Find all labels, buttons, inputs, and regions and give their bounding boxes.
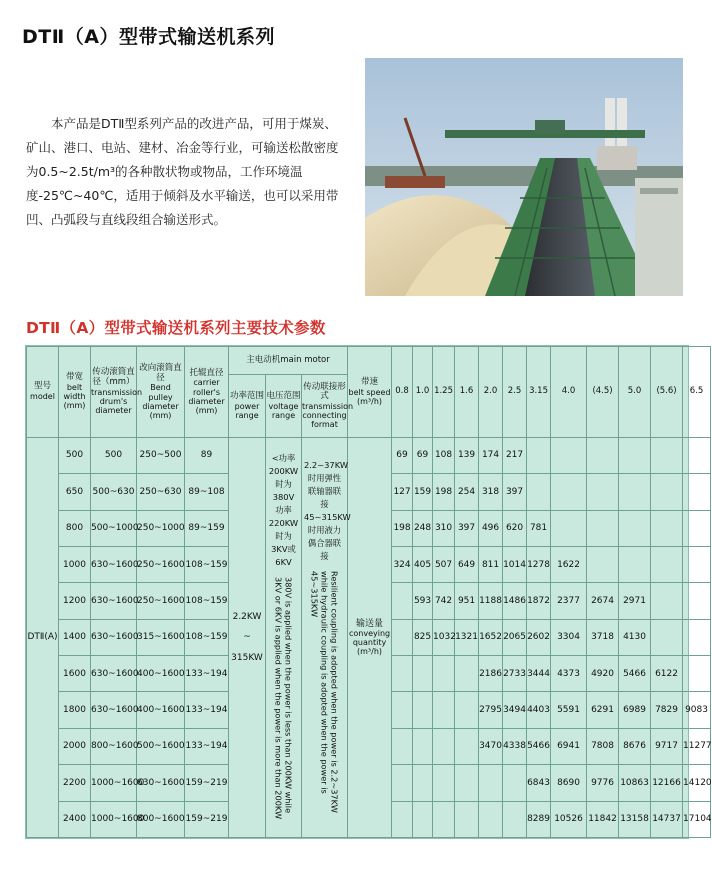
capacity-value: 254 (455, 474, 479, 510)
bend-pulley-cell: 400~1600 (137, 692, 185, 728)
capacity-value (551, 474, 587, 510)
capacity-value (683, 547, 711, 583)
carrier-roller-cell: 108~159 (185, 547, 229, 583)
bend-pulley-cell: 250~1600 (137, 547, 185, 583)
capacity-value: 159 (413, 474, 433, 510)
drive-drum-cell: 630~1600 (91, 583, 137, 619)
capacity-value (551, 437, 587, 473)
capacity-value (683, 656, 711, 692)
capacity-value: 198 (392, 510, 413, 546)
speed-header: 5.0 (619, 347, 651, 438)
carrier-roller-cell: 159~219 (185, 765, 229, 801)
capacity-value (683, 437, 711, 473)
speed-header: 3.15 (527, 347, 551, 438)
capacity-value: 7808 (587, 728, 619, 764)
capacity-value: 127 (392, 474, 413, 510)
capacity-value: 4920 (587, 656, 619, 692)
spec-table-container (25, 345, 712, 839)
capacity-value: 7829 (651, 692, 683, 728)
capacity-value: 217 (503, 437, 527, 473)
capacity-value: 2795 (479, 692, 503, 728)
power-range-cell (229, 437, 266, 837)
conveyor-illustration (365, 58, 683, 296)
capacity-value: 3494 (503, 692, 527, 728)
capacity-value: 951 (455, 583, 479, 619)
capacity-value: 397 (503, 474, 527, 510)
capacity-value (587, 437, 619, 473)
capacity-value: 507 (433, 547, 455, 583)
capacity-value: 4373 (551, 656, 587, 692)
header-connecting-format: 传动联接形式 transmission connecting format (302, 375, 348, 438)
capacity-value (392, 692, 413, 728)
capacity-value: 2186 (479, 656, 503, 692)
capacity-value: 5466 (619, 656, 651, 692)
capacity-value: 108 (433, 437, 455, 473)
capacity-value: 1032 (433, 619, 455, 655)
capacity-value (651, 437, 683, 473)
capacity-value (683, 583, 711, 619)
capacity-value: 3444 (527, 656, 551, 692)
spec-table (26, 346, 711, 838)
capacity-value (413, 765, 433, 801)
capacity-value: 1188 (479, 583, 503, 619)
capacity-value: 4403 (527, 692, 551, 728)
carrier-roller-cell: 89 (185, 437, 229, 473)
conveyor-photo (365, 58, 683, 296)
belt-width-cell: 650 (59, 474, 91, 510)
belt-width-cell: 2000 (59, 728, 91, 764)
model-cell: DTⅡ(A) (27, 437, 59, 837)
capacity-value: 9083 (683, 692, 711, 728)
bend-pulley-cell: 315~1600 (137, 619, 185, 655)
capacity-value (392, 728, 413, 764)
capacity-value: 198 (433, 474, 455, 510)
capacity-value (433, 656, 455, 692)
connect-cn: 2.2~37KW时用弹性联轴器联接45~315KW时用液力偶合器联接 (304, 459, 351, 561)
belt-width-cell: 500 (59, 437, 91, 473)
carrier-roller-cell: 133~194 (185, 656, 229, 692)
capacity-value (651, 583, 683, 619)
drive-drum-cell: 500 (91, 437, 137, 473)
speed-header: 2.5 (503, 347, 527, 438)
bend-pulley-cell: 250~1600 (137, 583, 185, 619)
capacity-value (433, 728, 455, 764)
speed-header: 6.5 (683, 347, 711, 438)
drive-drum-cell: 800~1600 (91, 728, 137, 764)
capacity-value (683, 619, 711, 655)
capacity-value: 3718 (587, 619, 619, 655)
capacity-value: 593 (413, 583, 433, 619)
capacity-value (587, 474, 619, 510)
drive-drum-cell: 1000~1600 (91, 765, 137, 801)
capacity-value (651, 619, 683, 655)
header-model: 型号 model (27, 347, 59, 438)
capacity-value: 2733 (503, 656, 527, 692)
capacity-value: 825 (413, 619, 433, 655)
capacity-value: 1872 (527, 583, 551, 619)
bend-pulley-cell: 250~1000 (137, 510, 185, 546)
capacity-value (455, 728, 479, 764)
capacity-value (413, 728, 433, 764)
capacity-value: 10863 (619, 765, 651, 801)
belt-width-cell: 1000 (59, 547, 91, 583)
connect-cell (302, 437, 351, 837)
capacity-value: 139 (455, 437, 479, 473)
capacity-value: 17104 (683, 801, 711, 837)
carrier-roller-cell: 133~194 (185, 728, 229, 764)
capacity-value (651, 474, 683, 510)
bend-pulley-cell: 400~1600 (137, 656, 185, 692)
capacity-value: 6941 (551, 728, 587, 764)
capacity-value: 6989 (619, 692, 651, 728)
capacity-cn: 输送量 (356, 618, 384, 629)
capacity-value: 324 (392, 547, 413, 583)
speed-header: 1.0 (413, 347, 433, 438)
capacity-value: 742 (433, 583, 455, 619)
header-power-range: 功率范围 power range (229, 375, 266, 438)
capacity-value: 14120 (683, 765, 711, 801)
belt-width-cell: 1600 (59, 656, 91, 692)
capacity-value: 8676 (619, 728, 651, 764)
belt-width-cell: 1200 (59, 583, 91, 619)
capacity-value: 69 (413, 437, 433, 473)
capacity-value (619, 547, 651, 583)
capacity-value: 811 (479, 547, 503, 583)
capacity-value: 2602 (527, 619, 551, 655)
drive-drum-cell: 630~1600 (91, 656, 137, 692)
bend-pulley-cell: 250~500 (137, 437, 185, 473)
connect-en: Resilient coupling is adopted when the power is 2.2~37KW while hydraulic coupling is adopted when the power is 45~315KW (309, 570, 340, 813)
capacity-value: 3470 (479, 728, 503, 764)
capacity-value (619, 437, 651, 473)
capacity-value (619, 510, 651, 546)
drive-drum-cell: 1000~1600 (91, 801, 137, 837)
carrier-roller-cell: 133~194 (185, 692, 229, 728)
capacity-value: 2065 (503, 619, 527, 655)
capacity-value: 10526 (551, 801, 587, 837)
capacity-value (392, 765, 413, 801)
capacity-value: 6843 (527, 765, 551, 801)
capacity-value: 781 (527, 510, 551, 546)
belt-width-cell: 2200 (59, 765, 91, 801)
capacity-value: 174 (479, 437, 503, 473)
capacity-value: 2674 (587, 583, 619, 619)
capacity-value: 9776 (587, 765, 619, 801)
voltage-en: 380V is applied when the power is less than 200KW while 3KV or 6KV is applied when the power is more than 200KW (273, 577, 294, 820)
capacity-value: 1014 (503, 547, 527, 583)
carrier-roller-cell: 159~219 (185, 801, 229, 837)
bend-pulley-cell: 250~630 (137, 474, 185, 510)
capacity-value: 69 (392, 437, 413, 473)
capacity-value (455, 765, 479, 801)
belt-width-cell: 1400 (59, 619, 91, 655)
capacity-value: 2377 (551, 583, 587, 619)
capacity-value: 310 (433, 510, 455, 546)
capacity-value: 1278 (527, 547, 551, 583)
capacity-value (392, 656, 413, 692)
capacity-value: 8690 (551, 765, 587, 801)
belt-width-cell: 800 (59, 510, 91, 546)
table-row (27, 437, 711, 473)
capacity-value (392, 619, 413, 655)
drive-drum-cell: 630~1600 (91, 692, 137, 728)
speed-header: (4.5) (587, 347, 619, 438)
speed-header: 1.25 (433, 347, 455, 438)
capacity-value: 5466 (527, 728, 551, 764)
capacity-value: 248 (413, 510, 433, 546)
header-belt-width: 带宽 belt width (mm) (59, 347, 91, 438)
drive-drum-cell: 500~630 (91, 474, 137, 510)
capacity-value (619, 474, 651, 510)
capacity-value: 405 (413, 547, 433, 583)
capacity-value (683, 474, 711, 510)
capacity-value: 8289 (527, 801, 551, 837)
capacity-value: 649 (455, 547, 479, 583)
header-carrier-roller: 托辊直径 carrier roller's diameter (mm) (185, 347, 229, 438)
capacity-value (392, 801, 413, 837)
capacity-cell (348, 437, 392, 837)
voltage-cell (266, 437, 302, 837)
bend-pulley-cell: 630~1600 (137, 765, 185, 801)
capacity-value: 6122 (651, 656, 683, 692)
table-title: DTⅡ（A）型带式输送机系列主要技术参数 (26, 319, 326, 337)
capacity-value: 13158 (619, 801, 651, 837)
capacity-value (651, 510, 683, 546)
header-bend-pulley: 改向滚筒直径 Bend pulley diameter (mm) (137, 347, 185, 438)
drive-drum-cell: 630~1600 (91, 547, 137, 583)
capacity-value: 9717 (651, 728, 683, 764)
capacity-value (587, 547, 619, 583)
intro-text (26, 112, 346, 232)
capacity-value: 4130 (619, 619, 651, 655)
capacity-value (455, 656, 479, 692)
capacity-value: 6291 (587, 692, 619, 728)
carrier-roller-cell: 89~108 (185, 474, 229, 510)
voltage-cn: <功率200KW时为380V 功率220KW时为3KV或6KV (268, 453, 299, 568)
capacity-value: 1622 (551, 547, 587, 583)
capacity-value: 3304 (551, 619, 587, 655)
capacity-value (413, 692, 433, 728)
capacity-en1: conveying (348, 628, 391, 638)
capacity-value: 11842 (587, 801, 619, 837)
drive-drum-cell: 630~1600 (91, 619, 137, 655)
capacity-value (587, 510, 619, 546)
capacity-value (527, 437, 551, 473)
bend-pulley-cell: 800~1600 (137, 801, 185, 837)
speed-header: 1.6 (455, 347, 479, 438)
capacity-value (551, 510, 587, 546)
capacity-en2: quantity (352, 638, 387, 648)
capacity-value (503, 765, 527, 801)
bend-pulley-cell: 500~1600 (137, 728, 185, 764)
capacity-value (503, 801, 527, 837)
speed-header: 4.0 (551, 347, 587, 438)
capacity-value: 1486 (503, 583, 527, 619)
page-title: DTⅡ（A）型带式输送机系列 (22, 26, 275, 48)
header-main-motor: 主电动机main motor (229, 347, 348, 375)
capacity-value (455, 692, 479, 728)
capacity-value (433, 765, 455, 801)
capacity-value (392, 583, 413, 619)
capacity-value: 397 (455, 510, 479, 546)
carrier-roller-cell: 108~159 (185, 619, 229, 655)
header-belt-speed: 带速 belt speed (m³/h) (348, 347, 392, 438)
power-sep: ~ (243, 632, 251, 643)
capacity-value (433, 801, 455, 837)
carrier-roller-cell: 108~159 (185, 583, 229, 619)
capacity-value: 2971 (619, 583, 651, 619)
capacity-value (413, 801, 433, 837)
capacity-value: 1321 (455, 619, 479, 655)
intro-paragraph: 本产品是DTⅡ型系列产品的改进产品，可用于煤炭、矿山、港口、电站、建材、冶金等行业，可输送松散密度为0.5~2.5t/m³的各种散状物或物品，工作环境温度-25℃~40℃，适用于倾斜及水平输送，也可以采用带凹、凸弧段与直线段组合输送形式。 (26, 116, 339, 227)
header-drive-drum: 传动滚筒直径（mm） transmission drum's diameter (91, 347, 137, 438)
drive-drum-cell: 500~1000 (91, 510, 137, 546)
capacity-value: 11277 (683, 728, 711, 764)
header-voltage-range: 电压范围 voltage range (266, 375, 302, 438)
power-from: 2.2KW (232, 611, 262, 622)
capacity-value: 620 (503, 510, 527, 546)
carrier-roller-cell: 89~159 (185, 510, 229, 546)
belt-width-cell: 1800 (59, 692, 91, 728)
capacity-value: 318 (479, 474, 503, 510)
belt-width-cell: 2400 (59, 801, 91, 837)
capacity-value: 1652 (479, 619, 503, 655)
capacity-value: 496 (479, 510, 503, 546)
power-to: 315KW (231, 652, 263, 663)
capacity-value: 12166 (651, 765, 683, 801)
capacity-value (413, 656, 433, 692)
capacity-unit: (m³/h) (357, 647, 383, 657)
capacity-value: 4338 (503, 728, 527, 764)
speed-header: 2.0 (479, 347, 503, 438)
capacity-value (479, 801, 503, 837)
capacity-value (455, 801, 479, 837)
capacity-value: 5591 (551, 692, 587, 728)
speed-header: 0.8 (392, 347, 413, 438)
capacity-value (479, 765, 503, 801)
capacity-value (651, 547, 683, 583)
capacity-value (527, 474, 551, 510)
capacity-value (683, 510, 711, 546)
capacity-value (433, 692, 455, 728)
capacity-value: 14737 (651, 801, 683, 837)
speed-header: (5.6) (651, 347, 683, 438)
